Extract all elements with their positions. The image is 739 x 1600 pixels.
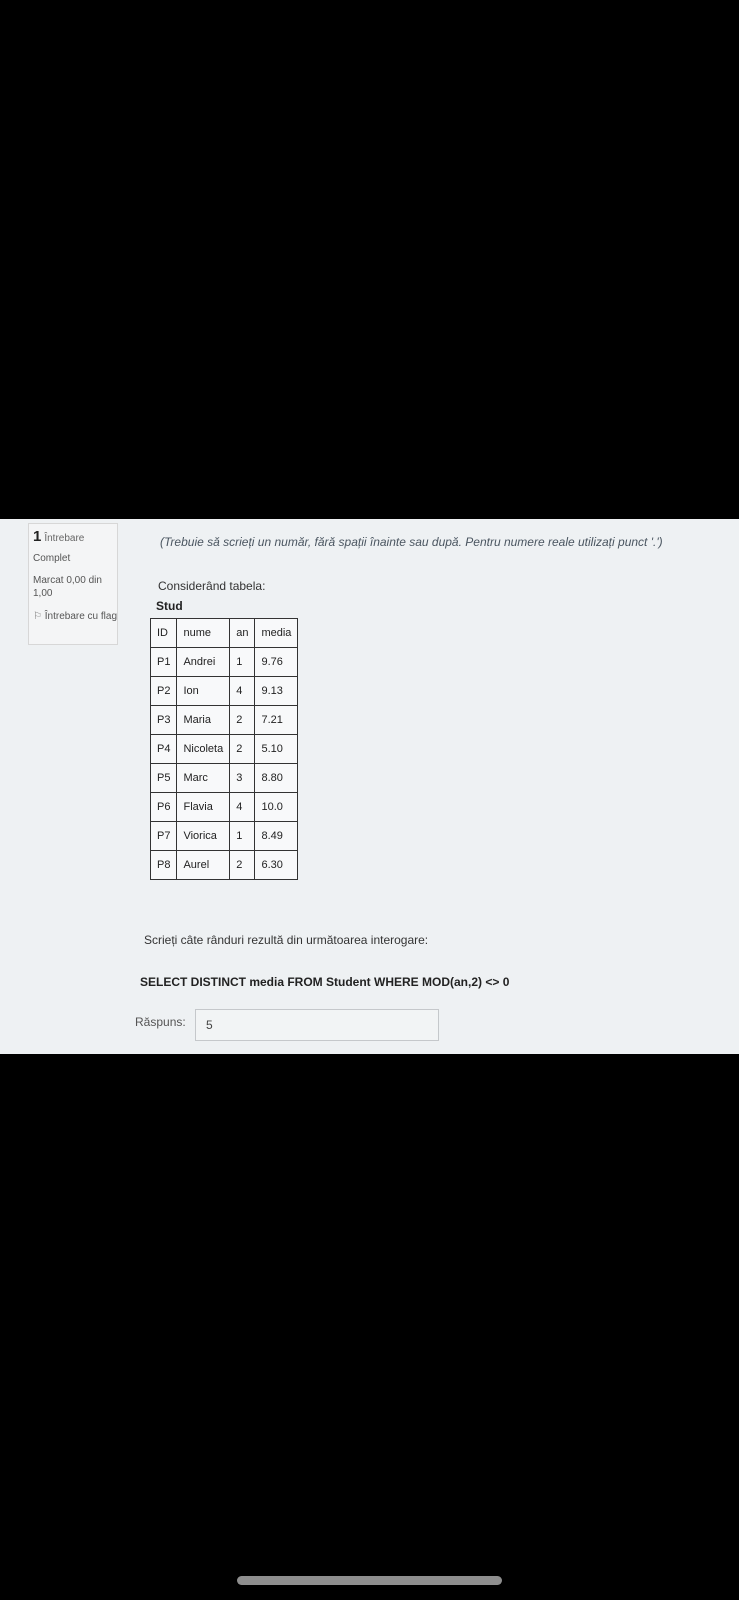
col-id-header: ID bbox=[151, 619, 177, 648]
cell-nume: Flavia bbox=[177, 793, 230, 822]
table-row bbox=[151, 677, 298, 706]
question-number-label: Întrebare bbox=[44, 533, 85, 544]
stud-table bbox=[150, 618, 298, 880]
cell-id: P3 bbox=[151, 706, 177, 735]
cell-an: 3 bbox=[230, 764, 255, 793]
cell-media: 7.21 bbox=[255, 706, 298, 735]
quiz-screen bbox=[0, 519, 739, 1054]
table-row bbox=[151, 735, 298, 764]
cell-id: P6 bbox=[151, 793, 177, 822]
answer-hint: (Trebuie să scrieți un număr, fără spații înainte sau după. Pentru numere reale utilizați punct '.') bbox=[160, 535, 663, 549]
question-number-value: 1 bbox=[33, 528, 42, 545]
cell-media: 9.13 bbox=[255, 677, 298, 706]
cell-media: 9.76 bbox=[255, 648, 298, 677]
table-header-row bbox=[151, 619, 298, 648]
cell-nume: Viorica bbox=[177, 822, 230, 851]
table-row bbox=[151, 764, 298, 793]
sql-query: SELECT DISTINCT media FROM Student WHERE MOD(an,2) <> 0 bbox=[140, 975, 510, 989]
answer-label: Răspuns: bbox=[135, 1015, 186, 1029]
home-indicator[interactable] bbox=[237, 1576, 502, 1585]
cell-nume: Maria bbox=[177, 706, 230, 735]
cell-media: 6.30 bbox=[255, 851, 298, 880]
table-row bbox=[151, 822, 298, 851]
cell-id: P2 bbox=[151, 677, 177, 706]
col-nume-header: nume bbox=[177, 619, 230, 648]
cell-nume: Andrei bbox=[177, 648, 230, 677]
cell-an: 1 bbox=[230, 822, 255, 851]
col-an-header: an bbox=[230, 619, 255, 648]
question-intro: Considerând tabela: bbox=[158, 579, 266, 593]
cell-an: 2 bbox=[230, 851, 255, 880]
cell-nume: Aurel bbox=[177, 851, 230, 880]
cell-media: 8.80 bbox=[255, 764, 298, 793]
cell-id: P8 bbox=[151, 851, 177, 880]
answer-input[interactable] bbox=[195, 1009, 439, 1041]
flag-question-link[interactable] bbox=[33, 610, 117, 623]
cell-an: 4 bbox=[230, 793, 255, 822]
cell-an: 4 bbox=[230, 677, 255, 706]
flag-icon: ⚐ bbox=[33, 611, 42, 622]
col-media-header: media bbox=[255, 619, 298, 648]
table-row bbox=[151, 706, 298, 735]
question-prompt: Scrieți câte rânduri rezultă din următoarea interogare: bbox=[144, 933, 429, 947]
cell-id: P1 bbox=[151, 648, 177, 677]
cell-nume: Nicoleta bbox=[177, 735, 230, 764]
question-content bbox=[135, 519, 730, 1054]
question-mark: Marcat 0,00 din 1,00 bbox=[33, 575, 102, 599]
question-info-panel bbox=[28, 523, 118, 645]
cell-id: P7 bbox=[151, 822, 177, 851]
cell-media: 10.0 bbox=[255, 793, 298, 822]
cell-id: P5 bbox=[151, 764, 177, 793]
table-row bbox=[151, 793, 298, 822]
cell-media: 8.49 bbox=[255, 822, 298, 851]
table-row bbox=[151, 851, 298, 880]
cell-nume: Marc bbox=[177, 764, 230, 793]
cell-media: 5.10 bbox=[255, 735, 298, 764]
table-row bbox=[151, 648, 298, 677]
question-number bbox=[33, 528, 117, 545]
cell-an: 2 bbox=[230, 735, 255, 764]
table-name: Stud bbox=[156, 599, 183, 613]
cell-an: 1 bbox=[230, 648, 255, 677]
cell-id: P4 bbox=[151, 735, 177, 764]
cell-nume: Ion bbox=[177, 677, 230, 706]
flag-label: Întrebare cu flag bbox=[44, 611, 118, 622]
cell-an: 2 bbox=[230, 706, 255, 735]
question-state: Complet bbox=[33, 553, 71, 564]
